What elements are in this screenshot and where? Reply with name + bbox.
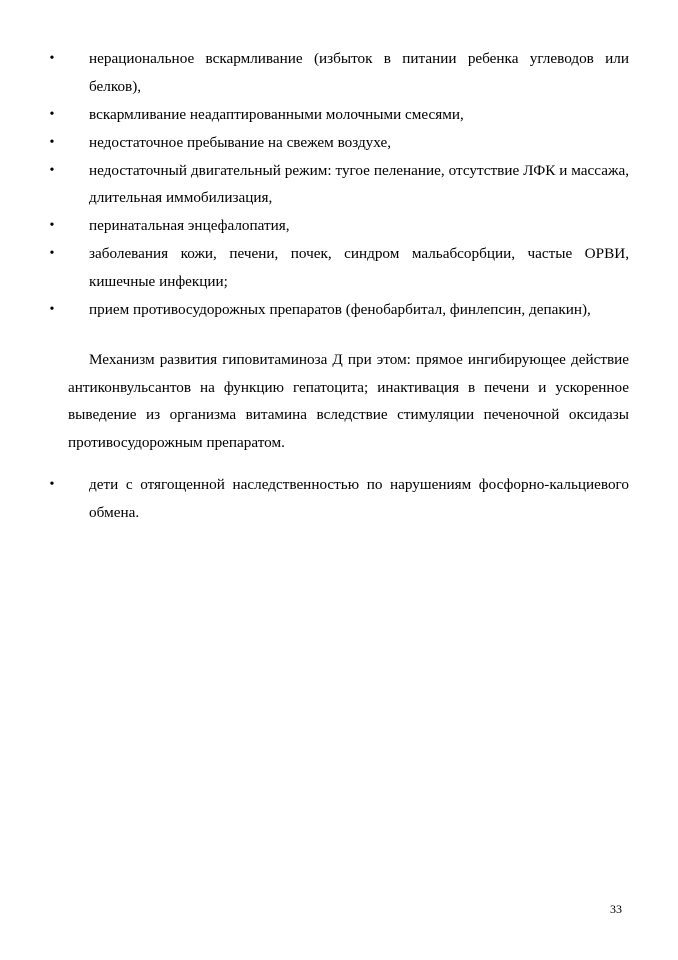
bullet-icon: • <box>49 301 55 317</box>
list-item <box>0 157 629 212</box>
heredity-list <box>0 471 678 527</box>
list-item <box>0 296 629 324</box>
bullet-icon: • <box>49 106 55 122</box>
list-item <box>0 471 629 526</box>
list-item <box>0 129 629 157</box>
list-item-text: заболевания кожи, печени, почек, синдром мальабсорбции, частые ОРВИ, кишечные инфекции; <box>89 245 629 290</box>
bullet-icon: • <box>49 477 55 492</box>
list-item-text: перинатальная энцефалопатия, <box>89 217 290 234</box>
list-item <box>0 45 629 100</box>
list-item-text: недостаточное пребывание на свежем воздухе, <box>89 133 392 151</box>
bullet-icon: • <box>49 51 55 66</box>
list-item-text: недостаточный двигательный режим: тугое пеленание, отсутствие ЛФК и массажа, длительная иммобилизация, <box>89 161 629 206</box>
mechanism-paragraph: Механизм развития гиповитаминоза Д при этом: прямое ингибирующее действие антиконвульсантов на функцию гепатоцита; инактивация в печени и ускоренное выведение из организма витамина вследствие стимуляции печеночной оксидазы противосудорожным препаратом. <box>68 351 629 451</box>
bullet-icon: • <box>49 218 55 233</box>
list-item-text: вскармливание неадаптированными молочными смесями, <box>89 105 464 123</box>
bullet-icon: • <box>49 246 55 261</box>
page-number: 33 <box>610 902 622 916</box>
list-item-text: прием противосудорожных препаратов (фенобарбитал, финлепсин, депакин), <box>89 300 591 318</box>
list-item <box>0 240 629 295</box>
bullet-icon: • <box>49 162 55 178</box>
list-item <box>0 212 629 240</box>
list-item-text: дети с отягощенной наследственностью по нарушениям фосфорно-кальциевого обмена. <box>89 476 629 521</box>
list-item <box>0 101 629 129</box>
list-item-text: нерациональное вскармливание (избыток в питании ребенка углеводов или белков), <box>89 50 629 95</box>
risk-factors-list <box>0 45 678 324</box>
bullet-icon: • <box>49 134 55 150</box>
